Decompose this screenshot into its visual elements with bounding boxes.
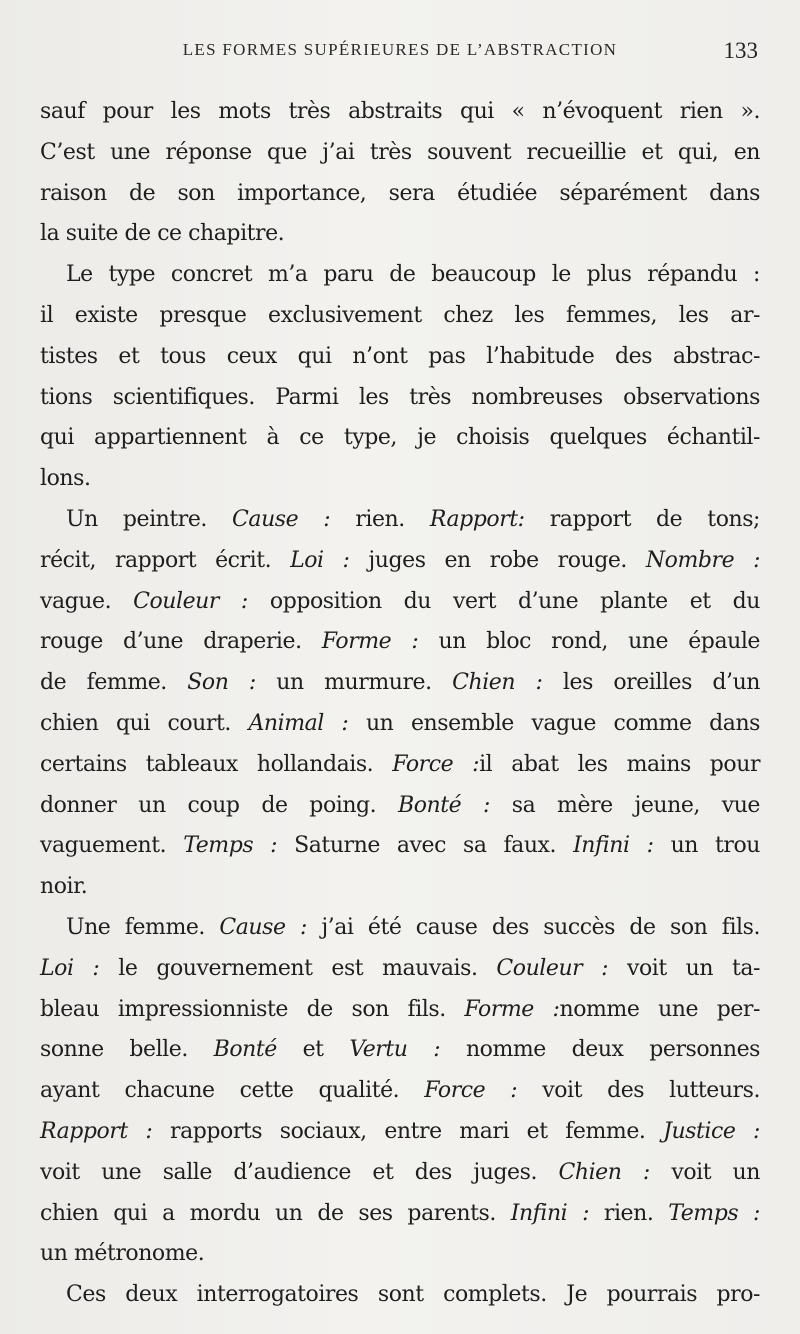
italic-term: Bonté :	[398, 792, 490, 818]
text-run: voit un	[649, 1159, 760, 1185]
italic-term: Nombre :	[645, 547, 761, 573]
text-run: un bloc rond, une épaule	[418, 629, 760, 655]
running-head: LES FORMES SUPÉRIEURES DE L’ABSTRACTION	[182, 40, 618, 59]
text-run: récit, rapport écrit.	[40, 547, 291, 573]
text-run: Une femme.	[66, 914, 220, 940]
text-run: C’est une réponse que j’ai très souvent recueillie et qui, en	[40, 139, 760, 165]
text-run: Ces deux interrogatoires sont complets. Je pourrais pro-	[66, 1282, 760, 1308]
text-line	[40, 949, 760, 990]
text-line	[40, 1030, 760, 1071]
text-run: vaguement.	[40, 833, 184, 859]
text-run: Un peintre.	[66, 506, 233, 532]
text-run: bleau impressionniste de son fils.	[40, 996, 465, 1022]
text-run: nomme une per-	[559, 996, 760, 1022]
text-run: un murmure.	[255, 670, 453, 696]
text-run: qui appartiennent à ce type, je choisis quelques échantil-	[40, 425, 760, 451]
text-line	[40, 296, 760, 337]
text-line	[40, 1194, 760, 1235]
text-run: lons.	[40, 466, 91, 492]
text-line	[40, 1071, 760, 1112]
italic-term: Chien :	[558, 1159, 650, 1185]
text-run: un ensemble vague comme dans	[348, 710, 761, 736]
text-line	[40, 541, 760, 582]
text-run: rien.	[330, 506, 430, 532]
text-run: j’ai été cause des succès de son fils.	[306, 914, 760, 940]
italic-term: Justice :	[663, 1118, 761, 1144]
text-run: sa mère jeune, vue	[489, 792, 760, 818]
italic-term: Infini :	[510, 1200, 590, 1226]
text-line	[40, 582, 760, 623]
text-line	[40, 826, 760, 867]
text-line	[40, 214, 760, 255]
text-run: et	[276, 1037, 350, 1063]
paragraph	[40, 908, 760, 1275]
text-line	[40, 1153, 760, 1194]
text-run: tistes et tous ceux qui n’ont pas l’habitude des abstrac-	[40, 343, 760, 369]
paragraph	[40, 92, 760, 255]
text-line	[40, 133, 760, 174]
body-text	[40, 92, 760, 1316]
italic-term: Temps :	[668, 1200, 760, 1226]
text-run: certains tableaux hollandais.	[40, 751, 393, 777]
italic-term: Forme :	[464, 996, 560, 1022]
italic-term: Animal :	[248, 710, 349, 736]
text-run: voit des lutteurs.	[517, 1078, 761, 1104]
text-line	[40, 92, 760, 133]
text-line	[40, 337, 760, 378]
text-run: de femme.	[40, 670, 188, 696]
text-line	[40, 908, 760, 949]
text-run: vague.	[40, 588, 134, 614]
text-run: ayant chacune cette qualité.	[40, 1078, 425, 1104]
text-run: donner un coup de poing.	[40, 792, 399, 818]
italic-term: Son :	[187, 670, 256, 696]
text-run: chien qui court.	[40, 710, 249, 736]
text-line	[40, 1234, 760, 1275]
paragraph	[40, 500, 760, 908]
text-line	[40, 1112, 760, 1153]
text-run: rien.	[589, 1200, 669, 1226]
text-run: la suite de ce chapitre.	[40, 221, 285, 247]
text-run: nomme deux personnes	[440, 1037, 761, 1063]
italic-term: Cause :	[232, 506, 331, 532]
text-line	[40, 459, 760, 500]
text-run: il abat les mains pour	[479, 751, 761, 777]
italic-term: Vertu :	[349, 1037, 441, 1063]
italic-term: Cause :	[219, 914, 307, 940]
italic-term: Infini :	[573, 833, 654, 859]
text-line	[40, 255, 760, 296]
text-line	[40, 174, 760, 215]
text-line	[40, 418, 760, 459]
italic-term: Chien :	[452, 670, 543, 696]
text-run: il existe presque exclusivement chez les femmes, les ar-	[40, 302, 760, 328]
text-run: le gouvernement est mauvais.	[99, 955, 497, 981]
text-line	[40, 867, 760, 908]
text-run: opposition du vert d’une plante et du	[247, 588, 761, 614]
text-run: un métronome.	[40, 1241, 205, 1267]
italic-term: Force :	[392, 751, 480, 777]
text-line	[40, 1275, 760, 1316]
italic-term: Loi :	[40, 955, 100, 981]
italic-term: Rapport :	[40, 1118, 153, 1144]
text-run: sonne belle.	[40, 1037, 214, 1063]
italic-term: Forme :	[321, 629, 419, 655]
text-run: Le type concret m’a paru de beaucoup le plus répandu :	[66, 262, 760, 288]
page-header	[40, 38, 760, 70]
text-line	[40, 786, 760, 827]
italic-term: Couleur :	[496, 955, 609, 981]
text-run: noir.	[40, 874, 88, 900]
italic-term: Couleur :	[133, 588, 248, 614]
text-run: rapports sociaux, entre mari et femme.	[152, 1118, 664, 1144]
text-run: juges en robe rouge.	[349, 547, 646, 573]
paragraph	[40, 255, 760, 500]
page-number: 133	[723, 38, 758, 63]
paragraph	[40, 1275, 760, 1316]
text-line	[40, 745, 760, 786]
text-line	[40, 378, 760, 419]
text-run: tions scientifiques. Parmi les très nombreuses observations	[40, 384, 760, 410]
text-line	[40, 704, 760, 745]
text-run: rouge d’une draperie.	[40, 629, 322, 655]
text-run: un trou	[653, 833, 760, 859]
text-run: les oreilles d’un	[542, 670, 761, 696]
text-run: Saturne avec sa faux.	[277, 833, 574, 859]
text-run: voit un ta-	[608, 955, 761, 981]
text-line	[40, 990, 760, 1031]
text-run: rapport de tons;	[524, 506, 761, 532]
text-run: voit une salle d’audience et des juges.	[40, 1159, 559, 1185]
text-line	[40, 622, 760, 663]
text-run: sauf pour les mots très abstraits qui « n’évoquent rien ».	[40, 99, 760, 124]
text-line	[40, 500, 760, 541]
italic-term: Rapport:	[429, 506, 525, 532]
text-line	[40, 663, 760, 704]
italic-term: Force :	[424, 1078, 518, 1104]
text-run: chien qui a mordu un de ses parents.	[40, 1200, 511, 1226]
italic-term: Temps :	[183, 833, 278, 859]
italic-term: Loi :	[290, 547, 350, 573]
italic-term: Bonté	[213, 1037, 277, 1063]
text-run: raison de son importance, sera étudiée séparément dans	[40, 180, 760, 206]
